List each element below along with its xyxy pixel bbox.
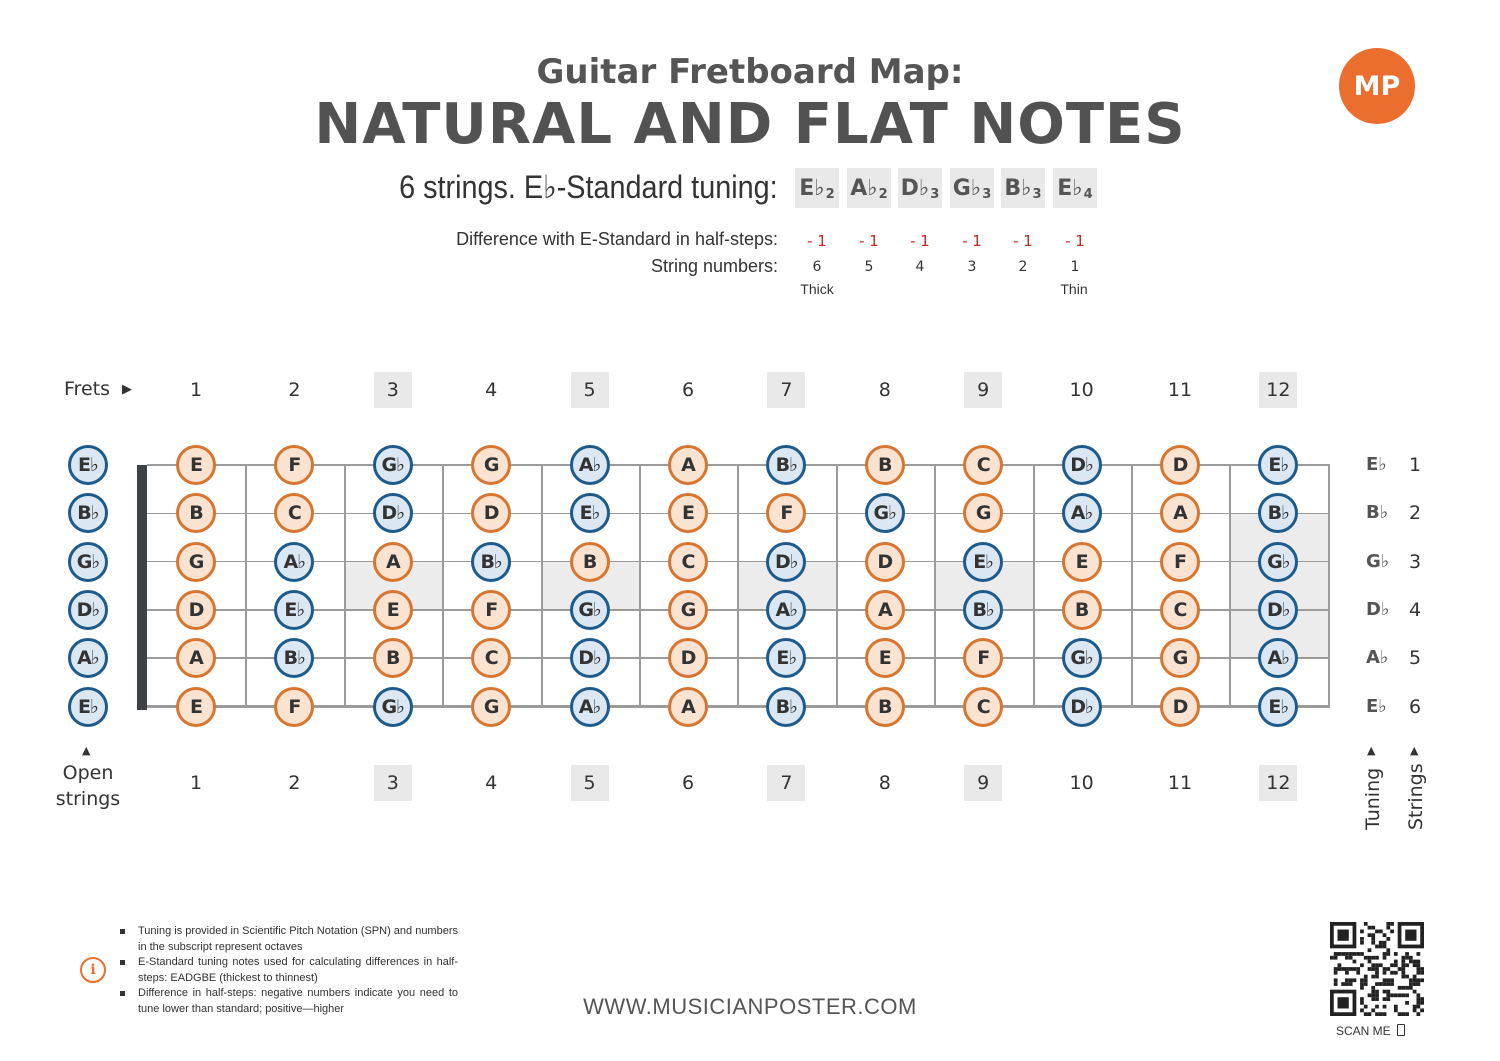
tuning-column-note: E♭	[1366, 454, 1387, 475]
natural-note: F	[1160, 542, 1200, 582]
natural-note: B	[373, 638, 413, 678]
natural-note: A	[668, 687, 708, 727]
page-subtitle: Guitar Fretboard Map:	[536, 52, 964, 92]
natural-note: E	[176, 445, 216, 485]
flat-note: D♭	[373, 493, 413, 533]
flat-note: A♭	[570, 445, 610, 485]
natural-note: F	[274, 687, 314, 727]
natural-note: D	[1160, 687, 1200, 727]
fret-number: 6	[681, 772, 695, 794]
natural-note: F	[963, 638, 1003, 678]
natural-note: A	[176, 638, 216, 678]
fret-number: 8	[878, 379, 891, 401]
natural-note: G	[471, 687, 511, 727]
tuning-note-box	[950, 168, 994, 208]
fret-number: 10	[1069, 379, 1094, 401]
natural-note: F	[766, 493, 806, 533]
natural-note: B	[176, 493, 216, 533]
natural-note: D	[471, 493, 511, 533]
string-number-value: 3	[967, 259, 977, 275]
tuning-note-box	[1001, 168, 1045, 208]
natural-note: B	[865, 445, 905, 485]
fretboard-nut	[137, 465, 147, 710]
natural-note: G	[963, 493, 1003, 533]
fret-number: 7	[767, 765, 805, 801]
footnote: E-Standard tuning notes used for calculating differences in half-steps: EADGBE (thickest to thinnest)	[118, 955, 458, 986]
fret-number: 6	[681, 379, 695, 401]
natural-note: G	[176, 542, 216, 582]
flat-note: G♭	[373, 687, 413, 727]
natural-note: A	[865, 590, 905, 630]
string-number-value: 6	[812, 259, 822, 275]
thick-label: Thick	[800, 281, 834, 297]
fret-wire	[1328, 465, 1330, 707]
natural-note: B	[1062, 590, 1102, 630]
flat-note: G♭	[570, 590, 610, 630]
string-number-value: 1	[1070, 259, 1080, 275]
string-column-number: 5	[1408, 647, 1422, 670]
flat-note: A♭	[766, 590, 806, 630]
tuning-column-note: G♭	[1366, 550, 1390, 572]
arrow-up-icon: ▲	[1410, 744, 1419, 757]
phone-icon	[1397, 1024, 1405, 1036]
tuning-column-note: B♭	[1366, 502, 1389, 524]
open-string-note: G♭	[68, 542, 108, 582]
flat-note: D♭	[1062, 687, 1102, 727]
fret-number: 11	[1167, 772, 1193, 794]
fret-number: 4	[485, 772, 498, 794]
flat-note: A♭	[570, 687, 610, 727]
tuning-note-box	[795, 168, 839, 208]
fret-number: 3	[374, 765, 412, 801]
natural-note: B	[570, 542, 610, 582]
flat-note: D♭	[1062, 445, 1102, 485]
flat-note: A♭	[1258, 638, 1298, 678]
flat-note: E♭	[274, 590, 314, 630]
fret-wire	[737, 465, 739, 707]
natural-note: E	[1062, 542, 1102, 582]
fret-number: 10	[1069, 772, 1094, 794]
fret-number: 3	[374, 372, 412, 408]
fret-wire	[1033, 465, 1035, 707]
tuning-note-octave: 2	[825, 186, 835, 202]
frets-label	[64, 378, 132, 400]
tuning-axis-label: Tuning	[1362, 767, 1384, 830]
flat-note: E♭	[963, 542, 1003, 582]
difference-value: - 1	[1013, 232, 1033, 250]
frets-label-text: Frets	[64, 378, 110, 400]
open-string-note: A♭	[68, 638, 108, 678]
tuning-note-name: G♭	[952, 175, 982, 201]
guitar-string	[147, 513, 1330, 515]
difference-label: Difference with E-Standard in half-steps:	[456, 229, 778, 249]
flat-note: G♭	[1062, 638, 1102, 678]
arrow-right-icon: ▶	[122, 382, 133, 397]
natural-note: G	[1160, 638, 1200, 678]
flat-note: A♭	[1062, 493, 1102, 533]
fret-number: 8	[878, 772, 891, 794]
fret-number: 1	[189, 772, 203, 794]
natural-note: D	[1160, 445, 1200, 485]
fret-wire	[934, 465, 936, 707]
tuning-column-note: E♭	[1366, 695, 1387, 717]
natural-note: C	[668, 542, 708, 582]
tuning-note-octave: 3	[1032, 186, 1042, 202]
flat-note: E♭	[1258, 687, 1298, 727]
fret-number: 4	[485, 379, 498, 401]
flat-note: D♭	[766, 542, 806, 582]
flat-note: E♭	[766, 638, 806, 678]
fret-number: 1	[189, 379, 203, 401]
string-numbers-label: String numbers:	[650, 256, 778, 276]
natural-note: A	[1160, 493, 1200, 533]
natural-note: F	[274, 445, 314, 485]
natural-note: A	[668, 445, 708, 485]
tuning-note-name: E♭	[799, 175, 825, 201]
scan-me-text: SCAN ME	[1336, 1024, 1391, 1038]
tuning-note-box	[847, 168, 891, 208]
fret-wire	[1229, 465, 1231, 707]
natural-note: G	[471, 445, 511, 485]
flat-note: D♭	[1258, 590, 1298, 630]
guitar-string	[147, 657, 1330, 659]
flat-note: G♭	[865, 493, 905, 533]
fret-number: 2	[288, 379, 301, 401]
guitar-string	[147, 609, 1330, 611]
page-title: NATURAL AND FLAT NOTES	[314, 92, 1186, 157]
flat-note: E♭	[570, 493, 610, 533]
difference-value: - 1	[962, 232, 982, 250]
natural-note: D	[176, 590, 216, 630]
string-number-value: 4	[915, 259, 925, 275]
natural-note: C	[274, 493, 314, 533]
string-number-value: 5	[864, 259, 874, 275]
fret-wire	[1131, 465, 1133, 707]
tuning-note-octave: 3	[982, 186, 992, 202]
footnote: Tuning is provided in Scientific Pitch Notation (SPN) and numbers in the subscript represent octaves	[118, 924, 458, 955]
string-column-number: 6	[1408, 695, 1422, 718]
fret-inlay-shade	[1229, 513, 1327, 658]
fret-number: 7	[767, 372, 805, 408]
fret-number: 12	[1259, 765, 1297, 801]
difference-value: - 1	[859, 232, 879, 250]
brand-logo[interactable]: MP	[1339, 48, 1415, 124]
difference-value: - 1	[1065, 232, 1085, 250]
flat-note: B♭	[766, 445, 806, 485]
tuning-note-octave: 4	[1083, 186, 1093, 202]
natural-note: B	[865, 687, 905, 727]
fret-number: 9	[964, 765, 1002, 801]
open-string-note: E♭	[68, 687, 108, 727]
flat-note: A♭	[274, 542, 314, 582]
fret-number: 5	[571, 372, 609, 408]
string-column-number: 3	[1408, 550, 1422, 573]
natural-note: G	[668, 590, 708, 630]
fret-wire	[639, 465, 641, 707]
open-string-note: B♭	[68, 493, 108, 533]
natural-note: E	[865, 638, 905, 678]
tuning-label: 6 strings. E♭-Standard tuning:	[399, 169, 778, 205]
scan-me-label	[1336, 1024, 1405, 1038]
strings-axis-label: Strings	[1405, 763, 1427, 830]
open-string-note: D♭	[68, 590, 108, 630]
string-column-number: 4	[1408, 598, 1422, 621]
tuning-note-box	[898, 168, 942, 208]
flat-note: B♭	[963, 590, 1003, 630]
tuning-note-name: E♭	[1057, 175, 1083, 201]
natural-note: C	[1160, 590, 1200, 630]
difference-value: - 1	[910, 232, 930, 250]
tuning-column-note: A♭	[1366, 647, 1389, 669]
natural-note: D	[865, 542, 905, 582]
fret-wire	[245, 465, 247, 707]
flat-note: B♭	[766, 687, 806, 727]
open-strings-label: Open strings	[55, 762, 121, 810]
tuning-note-box	[1053, 168, 1097, 208]
fret-wire	[442, 465, 444, 707]
natural-note: C	[963, 687, 1003, 727]
tuning-column-note: D♭	[1366, 598, 1390, 620]
tuning-note-name: B♭	[1004, 175, 1032, 201]
guitar-string	[147, 705, 1330, 708]
tuning-note-octave: 3	[930, 186, 940, 202]
natural-note: E	[373, 590, 413, 630]
fret-number: 9	[964, 372, 1002, 408]
fret-wire	[836, 465, 838, 707]
tuning-note-name: A♭	[850, 175, 878, 201]
natural-note: D	[668, 638, 708, 678]
tuning-note-octave: 2	[878, 186, 888, 202]
info-icon: i	[80, 957, 106, 983]
natural-note: C	[471, 638, 511, 678]
guitar-string	[147, 561, 1330, 563]
difference-value: - 1	[807, 232, 827, 250]
fret-number: 11	[1167, 379, 1193, 401]
string-number-value: 2	[1018, 259, 1028, 275]
footnote: Difference in half-steps: negative numbers indicate you need to tune lower than standard; positive—higher	[118, 986, 458, 1017]
flat-note: G♭	[1258, 542, 1298, 582]
flat-note: G♭	[373, 445, 413, 485]
natural-note: E	[176, 687, 216, 727]
guitar-string	[147, 464, 1330, 466]
natural-note: C	[963, 445, 1003, 485]
open-string-note: E♭	[68, 445, 108, 485]
qr-code[interactable]	[1330, 922, 1424, 1016]
flat-note: B♭	[471, 542, 511, 582]
string-column-number: 1	[1408, 454, 1422, 476]
website-link[interactable]: WWW.MUSICIANPOSTER.COM	[583, 994, 917, 1019]
flat-note: D♭	[570, 638, 610, 678]
fret-number: 12	[1259, 372, 1297, 408]
fret-wire	[541, 465, 543, 707]
arrow-up-icon: ▲	[82, 744, 91, 757]
fret-wire	[344, 465, 346, 707]
thin-label: Thin	[1060, 281, 1088, 297]
flat-note: E♭	[1258, 445, 1298, 485]
fret-number: 2	[288, 772, 301, 794]
natural-note: E	[668, 493, 708, 533]
flat-note: B♭	[1258, 493, 1298, 533]
natural-note: F	[471, 590, 511, 630]
flat-note: B♭	[274, 638, 314, 678]
tuning-note-name: D♭	[900, 175, 930, 201]
natural-note: A	[373, 542, 413, 582]
string-column-number: 2	[1408, 502, 1422, 525]
arrow-up-icon: ▲	[1367, 744, 1376, 757]
fret-number: 5	[571, 765, 609, 801]
